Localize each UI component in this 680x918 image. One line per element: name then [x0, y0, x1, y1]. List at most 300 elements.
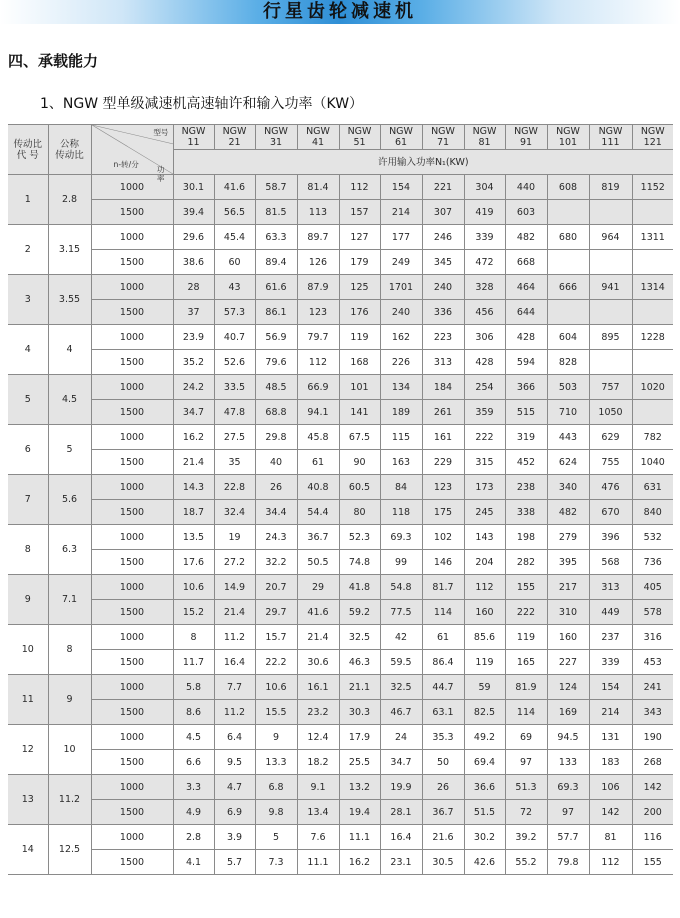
power-value-cell: 119 — [464, 650, 505, 675]
nominal-ratio-cell: 3.15 — [48, 225, 91, 275]
power-value-cell: 161 — [422, 425, 464, 450]
power-value-cell: 24 — [380, 725, 422, 750]
speed-cell: 1000 — [91, 675, 173, 700]
power-value-cell: 45.8 — [297, 425, 339, 450]
power-value-cell: 32.2 — [255, 550, 297, 575]
model-label: 型号 — [153, 128, 169, 137]
power-value-cell: 20.7 — [255, 575, 297, 600]
power-value-cell: 51.5 — [464, 800, 505, 825]
power-value-cell: 112 — [339, 175, 380, 200]
model-header: NGW 81 — [464, 125, 505, 150]
power-value-cell: 11.7 — [173, 650, 214, 675]
table-row — [8, 850, 673, 875]
table-row — [8, 225, 673, 250]
power-value-cell — [589, 250, 632, 275]
power-value-cell: 440 — [505, 175, 547, 200]
power-value-cell: 25.5 — [339, 750, 380, 775]
power-value-cell: 19 — [214, 525, 255, 550]
power-value-cell: 81.7 — [422, 575, 464, 600]
power-value-cell: 1314 — [632, 275, 673, 300]
table-row — [8, 525, 673, 550]
power-value-cell: 339 — [464, 225, 505, 250]
power-value-cell: 35 — [214, 450, 255, 475]
nominal-ratio-cell: 11.2 — [48, 775, 91, 825]
power-table — [8, 124, 673, 875]
power-value-cell: 79.8 — [547, 850, 589, 875]
power-value-cell: 56.5 — [214, 200, 255, 225]
power-value-cell: 482 — [505, 225, 547, 250]
power-value-cell: 175 — [422, 500, 464, 525]
power-value-cell: 338 — [505, 500, 547, 525]
power-value-cell: 328 — [464, 275, 505, 300]
power-value-cell: 631 — [632, 475, 673, 500]
power-value-cell: 472 — [464, 250, 505, 275]
power-value-cell: 405 — [632, 575, 673, 600]
power-value-cell: 56.9 — [255, 325, 297, 350]
power-value-cell: 315 — [464, 450, 505, 475]
power-value-cell: 755 — [589, 450, 632, 475]
power-value-cell: 39.4 — [173, 200, 214, 225]
power-value-cell: 29 — [297, 575, 339, 600]
power-value-cell: 114 — [505, 700, 547, 725]
power-value-cell: 99 — [380, 550, 422, 575]
nominal-ratio-cell: 6.3 — [48, 525, 91, 575]
power-value-cell: 112 — [297, 350, 339, 375]
speed-cell: 1000 — [91, 725, 173, 750]
speed-cell: 1500 — [91, 750, 173, 775]
nominal-ratio-cell: 5 — [48, 425, 91, 475]
power-value-cell: 629 — [589, 425, 632, 450]
power-value-cell: 81.5 — [255, 200, 297, 225]
power-value-cell: 63.1 — [422, 700, 464, 725]
power-value-cell: 395 — [547, 550, 589, 575]
power-value-cell: 86.4 — [422, 650, 464, 675]
power-value-cell: 39.2 — [505, 825, 547, 850]
power-value-cell: 90 — [339, 450, 380, 475]
power-value-cell: 51.3 — [505, 775, 547, 800]
power-value-cell: 5.7 — [214, 850, 255, 875]
power-value-cell: 221 — [422, 175, 464, 200]
nominal-ratio-cell: 12.5 — [48, 825, 91, 875]
table-row — [8, 200, 673, 225]
power-value-cell: 38.6 — [173, 250, 214, 275]
power-value-cell: 68.8 — [255, 400, 297, 425]
power-value-cell: 168 — [339, 350, 380, 375]
power-value-cell: 81.4 — [297, 175, 339, 200]
power-value-cell: 304 — [464, 175, 505, 200]
power-value-cell: 396 — [589, 525, 632, 550]
power-value-cell: 568 — [589, 550, 632, 575]
ratio-code-cell: 8 — [8, 525, 48, 575]
table-row — [8, 175, 673, 200]
power-value-cell: 16.4 — [380, 825, 422, 850]
power-value-cell: 11.1 — [297, 850, 339, 875]
power-value-cell: 7.7 — [214, 675, 255, 700]
power-value-cell: 47.8 — [214, 400, 255, 425]
power-value-cell: 119 — [505, 625, 547, 650]
speed-cell: 1500 — [91, 700, 173, 725]
power-value-cell: 214 — [380, 200, 422, 225]
ratio-code-cell: 10 — [8, 625, 48, 675]
power-value-cell: 133 — [547, 750, 589, 775]
nominal-ratio-cell: 10 — [48, 725, 91, 775]
power-value-cell: 2.8 — [173, 825, 214, 850]
power-value-cell: 173 — [464, 475, 505, 500]
section-title: 四、承载能力 — [8, 52, 99, 70]
power-value-cell: 29.8 — [255, 425, 297, 450]
power-value-cell: 50 — [422, 750, 464, 775]
power-value-cell: 131 — [589, 725, 632, 750]
power-value-cell: 13.4 — [297, 800, 339, 825]
power-value-cell: 118 — [380, 500, 422, 525]
power-value-cell: 57.3 — [214, 300, 255, 325]
speed-cell: 1000 — [91, 625, 173, 650]
power-value-cell: 34.7 — [380, 750, 422, 775]
power-value-cell: 40.8 — [297, 475, 339, 500]
speed-cell: 1500 — [91, 400, 173, 425]
power-value-cell: 782 — [632, 425, 673, 450]
power-value-cell: 81 — [589, 825, 632, 850]
power-value-cell: 1040 — [632, 450, 673, 475]
power-value-cell: 36.6 — [464, 775, 505, 800]
power-value-cell: 40 — [255, 450, 297, 475]
nominal-ratio-cell: 3.55 — [48, 275, 91, 325]
ratio-code-cell: 5 — [8, 375, 48, 425]
power-value-cell — [589, 200, 632, 225]
power-value-cell: 6.6 — [173, 750, 214, 775]
power-value-cell: 736 — [632, 550, 673, 575]
page-banner — [0, 0, 680, 24]
power-value-cell: 238 — [505, 475, 547, 500]
power-value-cell: 9 — [255, 725, 297, 750]
power-value-cell: 7.6 — [297, 825, 339, 850]
speed-cell: 1000 — [91, 775, 173, 800]
power-value-cell: 46.3 — [339, 650, 380, 675]
power-value-cell: 6.9 — [214, 800, 255, 825]
power-value-cell: 125 — [339, 275, 380, 300]
power-value-cell: 23.1 — [380, 850, 422, 875]
speed-cell: 1000 — [91, 425, 173, 450]
power-value-cell: 249 — [380, 250, 422, 275]
power-value-cell: 5 — [255, 825, 297, 850]
power-value-cell: 3.3 — [173, 775, 214, 800]
ratio-code-cell: 11 — [8, 675, 48, 725]
speed-cell: 1500 — [91, 200, 173, 225]
power-value-cell — [632, 400, 673, 425]
power-value-cell: 21.6 — [422, 825, 464, 850]
power-value-cell: 89.4 — [255, 250, 297, 275]
nominal-ratio-cell: 5.6 — [48, 475, 91, 525]
power-value-cell: 941 — [589, 275, 632, 300]
speed-cell: 1000 — [91, 325, 173, 350]
power-value-cell: 29.6 — [173, 225, 214, 250]
power-value-cell: 9.8 — [255, 800, 297, 825]
power-value-cell: 644 — [505, 300, 547, 325]
power-value-cell: 26 — [422, 775, 464, 800]
speed-cell: 1500 — [91, 250, 173, 275]
power-value-cell: 670 — [589, 500, 632, 525]
speed-cell: 1000 — [91, 825, 173, 850]
speed-cell: 1500 — [91, 500, 173, 525]
power-value-cell: 155 — [505, 575, 547, 600]
power-value-cell: 359 — [464, 400, 505, 425]
power-value-cell: 240 — [422, 275, 464, 300]
power-value-cell: 310 — [547, 600, 589, 625]
power-value-cell: 123 — [297, 300, 339, 325]
power-value-cell: 45.4 — [214, 225, 255, 250]
power-value-cell: 34.7 — [173, 400, 214, 425]
power-value-cell: 464 — [505, 275, 547, 300]
power-value-cell: 443 — [547, 425, 589, 450]
power-value-cell: 54.4 — [297, 500, 339, 525]
power-value-cell: 227 — [547, 650, 589, 675]
power-value-cell: 19.9 — [380, 775, 422, 800]
power-value-cell: 81.9 — [505, 675, 547, 700]
power-value-cell: 127 — [339, 225, 380, 250]
power-value-cell: 223 — [422, 325, 464, 350]
power-value-cell: 179 — [339, 250, 380, 275]
power-value-cell: 50.5 — [297, 550, 339, 575]
power-value-cell: 1311 — [632, 225, 673, 250]
power-value-cell: 9.1 — [297, 775, 339, 800]
power-value-cell: 4.5 — [173, 725, 214, 750]
power-value-cell: 142 — [589, 800, 632, 825]
power-value-cell: 14.9 — [214, 575, 255, 600]
power-value-cell: 452 — [505, 450, 547, 475]
power-value-cell: 142 — [632, 775, 673, 800]
power-value-cell: 36.7 — [297, 525, 339, 550]
power-value-cell: 680 — [547, 225, 589, 250]
power-value-cell: 603 — [505, 200, 547, 225]
power-value-cell: 59.5 — [380, 650, 422, 675]
power-value-cell: 52.3 — [339, 525, 380, 550]
power-value-cell: 17.6 — [173, 550, 214, 575]
power-value-cell: 69.3 — [380, 525, 422, 550]
power-value-cell: 895 — [589, 325, 632, 350]
power-value-cell: 42 — [380, 625, 422, 650]
power-value-cell: 819 — [589, 175, 632, 200]
power-value-cell: 428 — [464, 350, 505, 375]
power-value-cell: 23.9 — [173, 325, 214, 350]
power-value-cell: 456 — [464, 300, 505, 325]
power-value-cell: 60.5 — [339, 475, 380, 500]
power-value-cell: 27.5 — [214, 425, 255, 450]
table-row — [8, 700, 673, 725]
power-value-cell: 624 — [547, 450, 589, 475]
power-value-cell: 3.9 — [214, 825, 255, 850]
power-value-cell: 604 — [547, 325, 589, 350]
power-value-cell: 48.5 — [255, 375, 297, 400]
power-value-cell: 37 — [173, 300, 214, 325]
table-row — [8, 575, 673, 600]
power-value-cell: 54.8 — [380, 575, 422, 600]
power-value-cell: 35.3 — [422, 725, 464, 750]
power-value-cell: 157 — [339, 200, 380, 225]
power-value-cell: 67.5 — [339, 425, 380, 450]
power-value-cell: 41.6 — [297, 600, 339, 625]
power-value-cell: 4.1 — [173, 850, 214, 875]
power-value-cell: 165 — [505, 650, 547, 675]
power-value-cell: 28 — [173, 275, 214, 300]
power-value-cell: 237 — [589, 625, 632, 650]
power-value-cell: 18.7 — [173, 500, 214, 525]
speed-cell: 1500 — [91, 350, 173, 375]
power-value-cell: 69.3 — [547, 775, 589, 800]
table-row — [8, 350, 673, 375]
power-value-cell: 964 — [589, 225, 632, 250]
power-value-cell: 13.3 — [255, 750, 297, 775]
power-value-cell: 141 — [339, 400, 380, 425]
nominal-ratio-cell: 9 — [48, 675, 91, 725]
speed-cell: 1500 — [91, 600, 173, 625]
power-value-cell: 86.1 — [255, 300, 297, 325]
power-value-cell: 1020 — [632, 375, 673, 400]
power-value-cell: 316 — [632, 625, 673, 650]
power-value-cell: 14.3 — [173, 475, 214, 500]
power-value-cell: 16.1 — [297, 675, 339, 700]
power-value-cell: 69 — [505, 725, 547, 750]
table-row — [8, 275, 673, 300]
power-value-cell: 176 — [339, 300, 380, 325]
table-row — [8, 650, 673, 675]
power-value-cell — [547, 200, 589, 225]
power-value-cell: 449 — [589, 600, 632, 625]
power-value-cell: 13.5 — [173, 525, 214, 550]
model-header: NGW 61 — [380, 125, 422, 150]
ratio-code-cell: 13 — [8, 775, 48, 825]
speed-cell: 1000 — [91, 575, 173, 600]
speed-cell: 1500 — [91, 300, 173, 325]
ratio-code-cell: 14 — [8, 825, 48, 875]
power-value-cell: 19.4 — [339, 800, 380, 825]
table-title: 1、NGW 型单级减速机高速轴许和输入功率（KW） — [40, 96, 364, 112]
table-row — [8, 775, 673, 800]
power-value-cell: 246 — [422, 225, 464, 250]
power-value-cell: 1701 — [380, 275, 422, 300]
model-header: NGW 91 — [505, 125, 547, 150]
power-value-cell: 245 — [464, 500, 505, 525]
table-row — [8, 425, 673, 450]
power-value-cell: 268 — [632, 750, 673, 775]
power-value-cell: 222 — [464, 425, 505, 450]
speed-cell: 1000 — [91, 475, 173, 500]
power-value-cell: 11.2 — [214, 625, 255, 650]
power-value-cell: 261 — [422, 400, 464, 425]
power-value-cell: 154 — [380, 175, 422, 200]
power-value-cell: 24.2 — [173, 375, 214, 400]
model-header: NGW 101 — [547, 125, 589, 150]
power-value-cell: 319 — [505, 425, 547, 450]
nominal-ratio-header: 公称 传动比 — [48, 125, 91, 175]
speed-label: n-转/分 — [113, 160, 139, 169]
table-row — [8, 675, 673, 700]
power-value-cell: 503 — [547, 375, 589, 400]
table-row — [8, 475, 673, 500]
power-value-cell — [547, 250, 589, 275]
power-value-cell: 15.5 — [255, 700, 297, 725]
diagonal-header — [91, 125, 173, 183]
table-row — [8, 450, 673, 475]
power-value-cell: 116 — [632, 825, 673, 850]
ratio-code-cell: 1 — [8, 175, 48, 225]
ratio-code-cell: 4 — [8, 325, 48, 375]
table-row — [8, 800, 673, 825]
power-value-cell: 204 — [464, 550, 505, 575]
power-value-cell: 428 — [505, 325, 547, 350]
power-value-cell: 4.7 — [214, 775, 255, 800]
ratio-code-header: 传动比 代 号 — [8, 125, 48, 175]
power-value-cell: 13.2 — [339, 775, 380, 800]
model-header: NGW 11 — [173, 125, 214, 150]
power-value-cell: 594 — [505, 350, 547, 375]
power-value-cell: 26 — [255, 475, 297, 500]
power-value-cell: 21.1 — [339, 675, 380, 700]
power-value-cell: 1228 — [632, 325, 673, 350]
power-value-cell: 160 — [547, 625, 589, 650]
power-value-cell: 532 — [632, 525, 673, 550]
speed-cell: 1000 — [91, 175, 173, 200]
power-value-cell: 345 — [422, 250, 464, 275]
power-value-cell — [632, 250, 673, 275]
table-row — [8, 825, 673, 850]
power-value-cell: 608 — [547, 175, 589, 200]
power-value-cell: 189 — [380, 400, 422, 425]
power-value-cell: 9.5 — [214, 750, 255, 775]
power-value-cell: 21.4 — [214, 600, 255, 625]
power-value-cell: 41.6 — [214, 175, 255, 200]
speed-cell: 1500 — [91, 850, 173, 875]
power-value-cell: 241 — [632, 675, 673, 700]
power-value-cell: 217 — [547, 575, 589, 600]
power-value-cell — [632, 300, 673, 325]
power-value-cell: 476 — [589, 475, 632, 500]
power-value-cell: 134 — [380, 375, 422, 400]
power-value-cell: 94.5 — [547, 725, 589, 750]
power-value-cell: 21.4 — [297, 625, 339, 650]
power-value-cell: 313 — [422, 350, 464, 375]
power-value-cell: 160 — [464, 600, 505, 625]
model-header: NGW 31 — [255, 125, 297, 150]
power-value-cell: 106 — [589, 775, 632, 800]
power-value-cell: 6.4 — [214, 725, 255, 750]
power-value-cell: 666 — [547, 275, 589, 300]
power-value-cell: 254 — [464, 375, 505, 400]
power-value-cell: 306 — [464, 325, 505, 350]
nominal-ratio-cell: 4.5 — [48, 375, 91, 425]
power-value-cell: 97 — [547, 800, 589, 825]
power-value-cell — [589, 300, 632, 325]
nominal-ratio-cell: 7.1 — [48, 575, 91, 625]
power-value-cell: 366 — [505, 375, 547, 400]
power-value-cell: 190 — [632, 725, 673, 750]
speed-cell: 1500 — [91, 550, 173, 575]
power-value-cell: 828 — [547, 350, 589, 375]
power-value-cell: 11.2 — [214, 700, 255, 725]
power-value-cell: 80 — [339, 500, 380, 525]
power-value-cell: 123 — [422, 475, 464, 500]
power-value-cell: 59.2 — [339, 600, 380, 625]
power-value-cell: 30.5 — [422, 850, 464, 875]
power-value-cell: 30.3 — [339, 700, 380, 725]
power-value-cell: 15.2 — [173, 600, 214, 625]
power-value-cell: 200 — [632, 800, 673, 825]
speed-cell: 1000 — [91, 225, 173, 250]
model-header: NGW 51 — [339, 125, 380, 150]
power-value-cell: 240 — [380, 300, 422, 325]
power-value-cell: 12.4 — [297, 725, 339, 750]
power-value-cell: 7.3 — [255, 850, 297, 875]
power-value-cell: 6.8 — [255, 775, 297, 800]
